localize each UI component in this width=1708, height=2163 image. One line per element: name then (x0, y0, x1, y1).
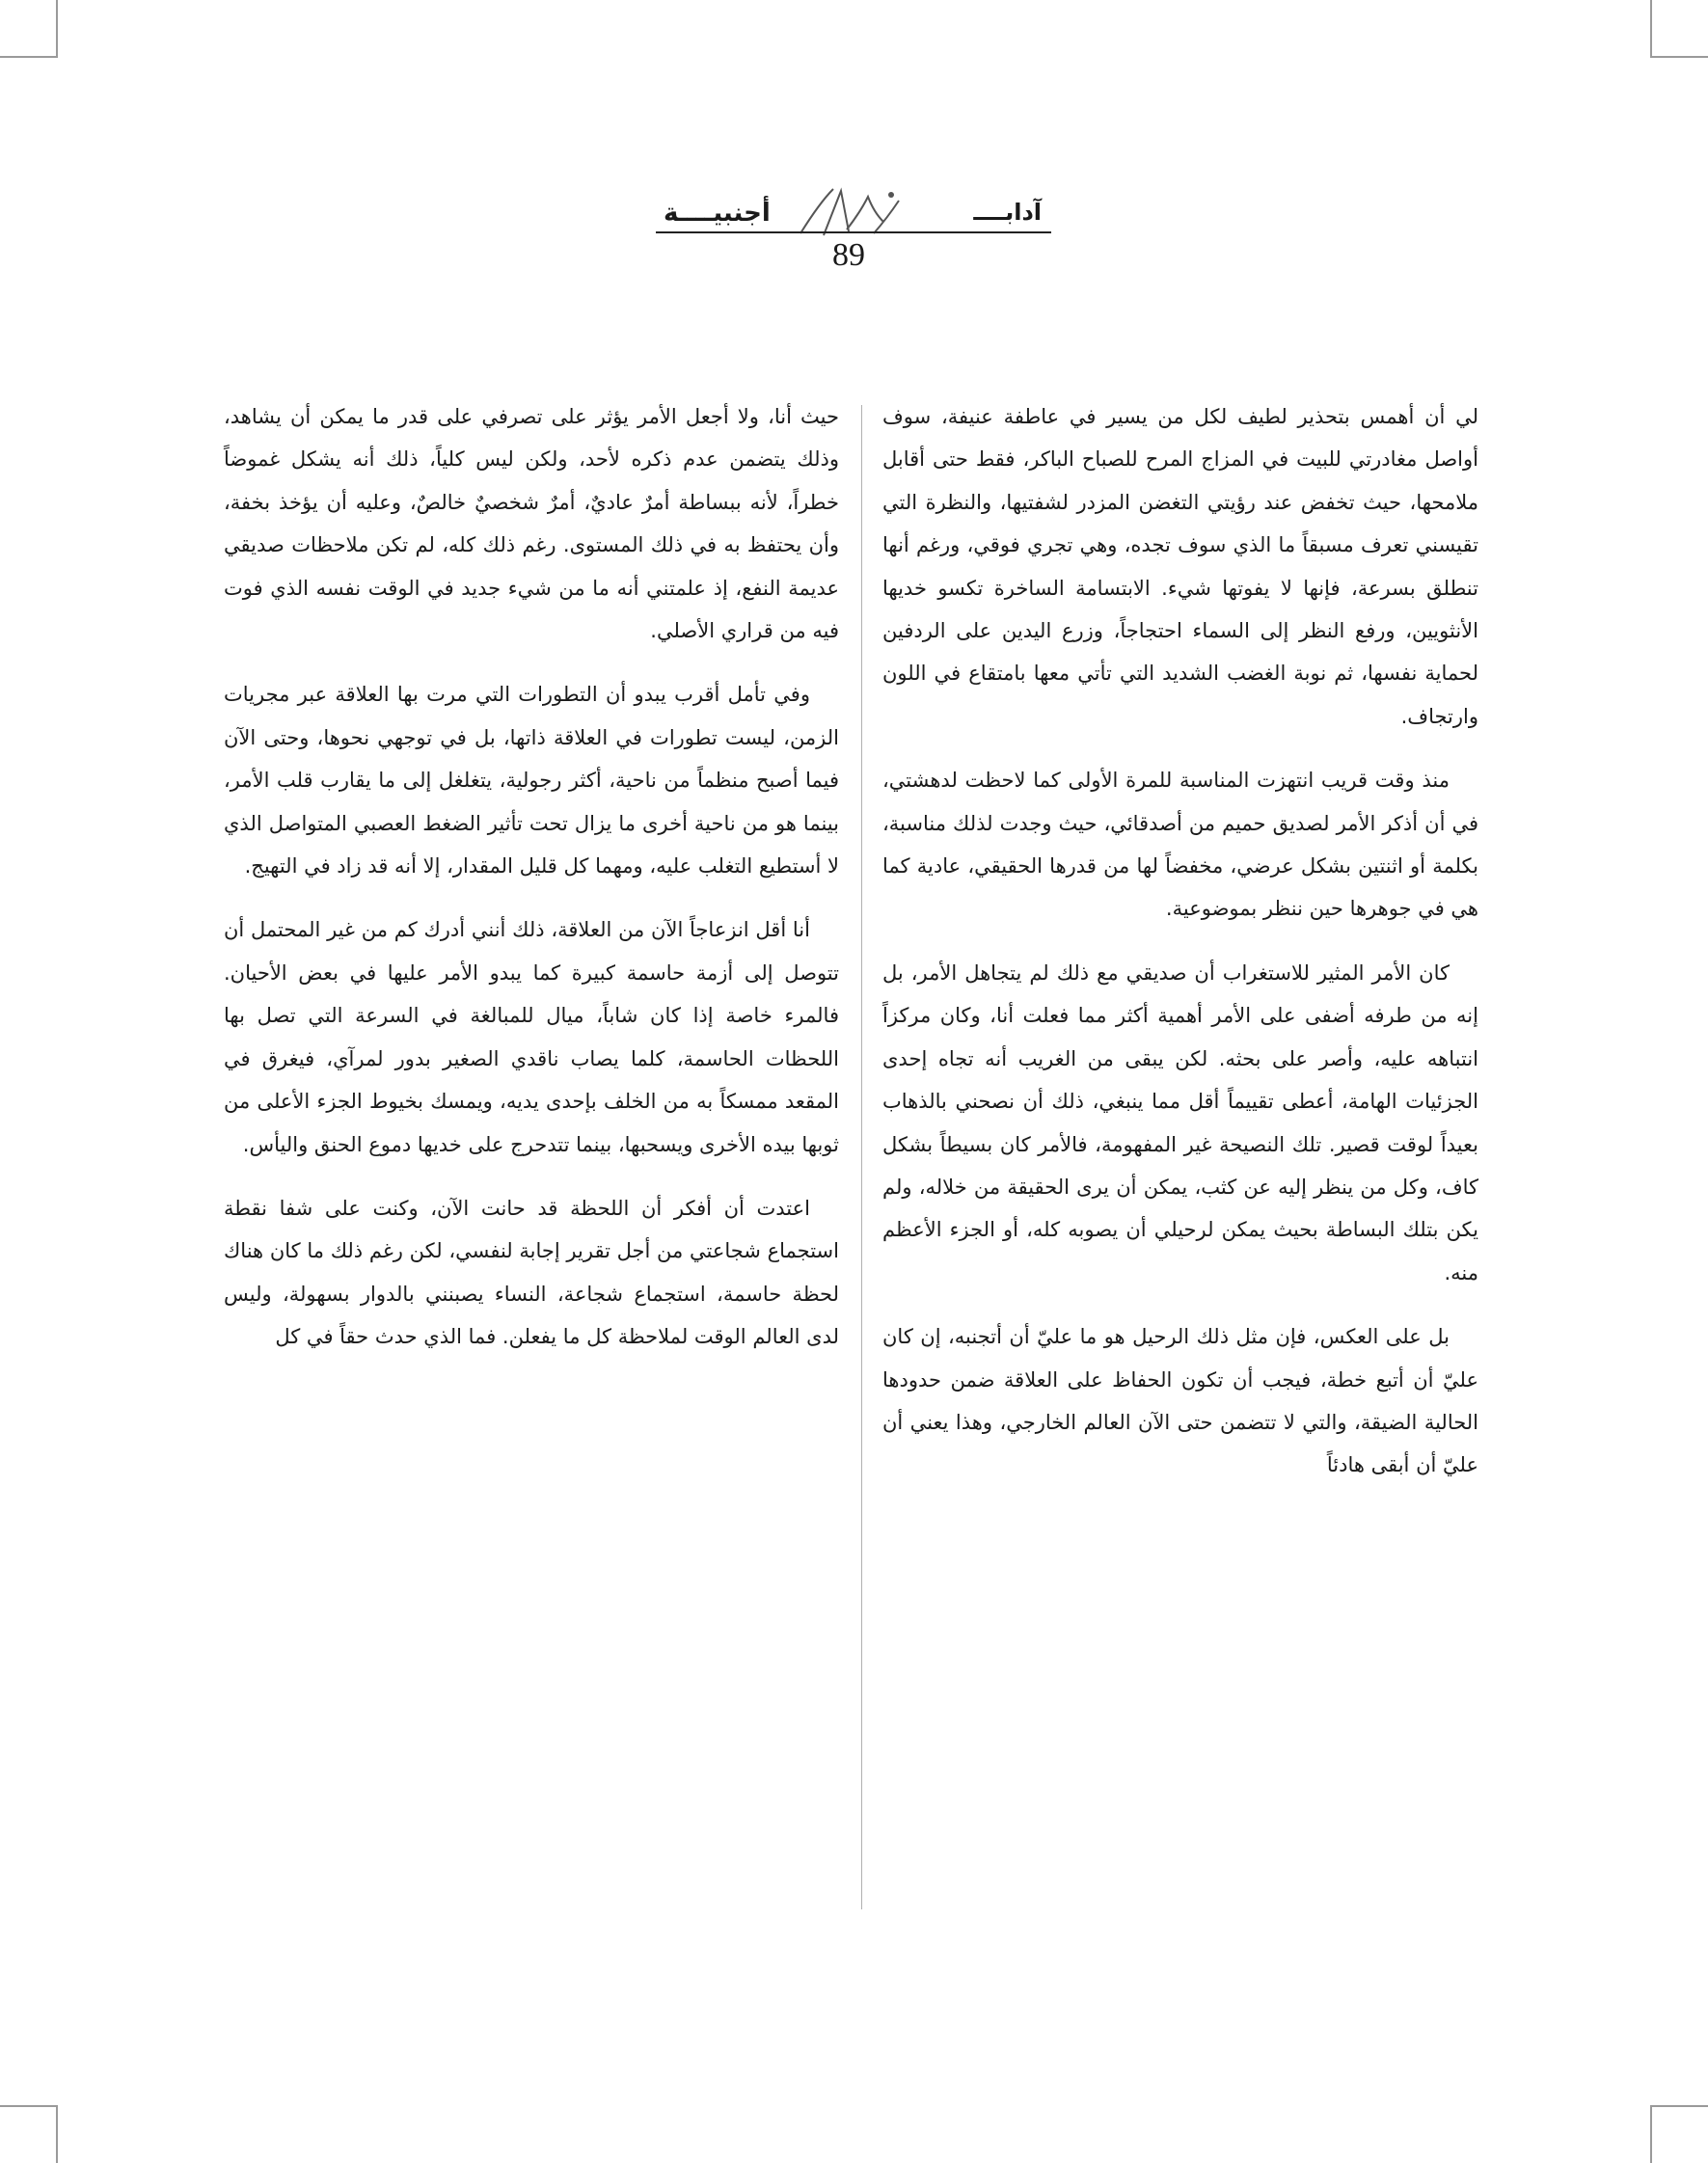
column-divider (861, 405, 862, 1909)
paragraph: منذ وقت قريب انتهزت المناسبة للمرة الأولى كما لاحظت لدهشتي، في أن أذكر الأمر لصديق حميم من أصدقائي، حيث وجدت لذلك مناسبة، بكلمة أو اثنتين بشكل عرضي، مخفضاً لها من قدرها الحقيقي، عادية كما هي في جوهرها حين ننظر بموضوعية. (882, 769, 1478, 921)
crop-mark-bottom-left (56, 2105, 58, 2163)
crop-mark-bottom-right (1650, 2105, 1652, 2163)
page-header (646, 183, 1051, 280)
paragraph: لي أن أهمس بتحذير لطيف لكل من يسير في عاطفة عنيفة، سوف أواصل مغادرتي للبيت في المزاج المرح للصباح الباكر، فقط حتى أقابل ملامحها، حيث تخفض عند رؤيتي التغضن المزدر لشفتيها، والنظرة التي تقيسني تعرف مسبقاً ما الذي سوف تجده، وهي تجري فوقي، ورغم أنها تنطلق بسرعة، فإنها لا يفوتها شيء. الابتسامة الساخرة تكسو خديها الأنثويين، ورفع النظر إلى السماء احتجاجاً، وزرع اليدين على الردفين لحماية نفسها، ثم نوبة الغضب الشديد التي تأتي معها بامتقاع في اللون وارتجاف. (882, 405, 1478, 728)
crop-mark-top-right-h (1650, 56, 1708, 58)
left-column (224, 395, 839, 1380)
crop-mark-top-left-h (0, 56, 58, 58)
paragraph: كان الأمر المثير للاستغراب أن صديقي مع ذلك لم يتجاهل الأمر، بل إنه من طرفه أضفى على الأمر أهمية أكثر مما فعلت أنا، وكان مركزاً انتباهه عليه، وأصر على بحثه. لكن يبقى من الغريب أنه تجاه إحدى الجزئيات الهامة، أعطى تقييماً أقل مما ينبغي، ذلك أن نصحني بالذهاب بعيداً لوقت قصير. تلك النصيحة غير المفهومة، فالأمر كان بسيطاً بشكل كاف، وكل من ينظر إليه عن كثب، يمكن أن يرى الحقيقة من خلاله، ولم يكن بتلك البساطة بحيث يمكن لرحيلي أن يصوبه كله، أو الجزء الأعظم منه. (882, 960, 1478, 1284)
crop-mark-bottom-left-h (0, 2105, 58, 2107)
crop-mark-top-right (1650, 0, 1652, 58)
section-label-left: أجنبيــــة (664, 199, 771, 228)
crop-mark-top-left (56, 0, 58, 58)
header-rule (656, 231, 1051, 233)
paragraph: بل على العكس، فإن مثل ذلك الرحيل هو ما عليّ أن أتجنبه، إن كان عليّ أن أتبع خطة، فيجب أن تكون الحفاظ على العلاقة ضمن حدودها الحالية الضيقة، والتي لا تتضمن حتى الآن العالم الخارجي، وهذا يعني أن عليّ أن أبقى هادئاً (882, 1325, 1478, 1477)
paragraph: اعتدت أن أفكر أن اللحظة قد حانت الآن، وكنت على شفا نقطة استجماع شجاعتي من أجل تقرير إجابة لنفسي، لكن رغم ذلك ما كان هناك لحظة حاسمة، استجماع شجاعة، النساء يصبنني بالدوار بسهولة، وليس لدى العالم الوقت لملاحظة كل ما يفعلن. فما الذي حدث حقاً في كل (224, 1196, 839, 1349)
paragraph: وفي تأمل أقرب يبدو أن التطورات التي مرت بها العلاقة عبر مجريات الزمن، ليست تطورات في العلاقة ذاتها، بل في توجهي نحوها، وحتى الآن فيما أصبح منظماً من ناحية، أكثر رجولية، يتغلغل إلى ما يقارب قلب الأمر، بينما هو من ناحية أخرى ما يزال تحت تأثير الضغط العصبي المتواصل الذي لا أستطيع التغلب عليه، ومهما كل قليل المقدار، إلا أنه قد زاد في التهيج. (224, 683, 839, 879)
right-column (882, 395, 1478, 1508)
paragraph: حيث أنا، ولا أجعل الأمر يؤثر على تصرفي على قدر ما يمكن أن يشاهد، وذلك يتضمن عدم ذكره لأحد، ولكن ليس كلياً، ذلك أنه يشكل غموضاً خطراً، لأنه ببساطة أمرٌ عاديٌ، أمرٌ شخصيٌ خالصٌ، وعليه أن يؤخذ بخفة، وأن يحتفظ به في ذلك المستوى. رغم ذلك كله، لم تكن ملاحظات صديقي عديمة النفع، إذ علمتني أنه ما من شيء جديد في الوقت نفسه الذي فوت فيه من قراري الأصلي. (224, 405, 839, 643)
paragraph: أنا أقل انزعاجاً الآن من العلاقة، ذلك أنني أدرك كم من غير المحتمل أن تتوصل إلى أزمة حاسمة كبيرة كما يبدو الأمر عليها في بعض الأحيان. فالمرء خاصة إذا كان شاباً، ميال للمبالغة في السرعة التي تصل بها اللحظات الحاسمة، كلما يصاب ناقدي الصغير بدور لمرآي، فيغرق في المقعد ممسكاً به من الخلف بإحدى يديه، ويمسك بخيوط الجزء الأعلى من ثوبها بيده الأخرى ويسحبها، بينما تتدحرج على خديها دموع الحنق واليأس. (224, 918, 839, 1156)
crop-mark-bottom-right-h (1650, 2105, 1708, 2107)
page-number: 89 (832, 237, 865, 273)
section-label-right: آدابــــ (973, 199, 1042, 226)
